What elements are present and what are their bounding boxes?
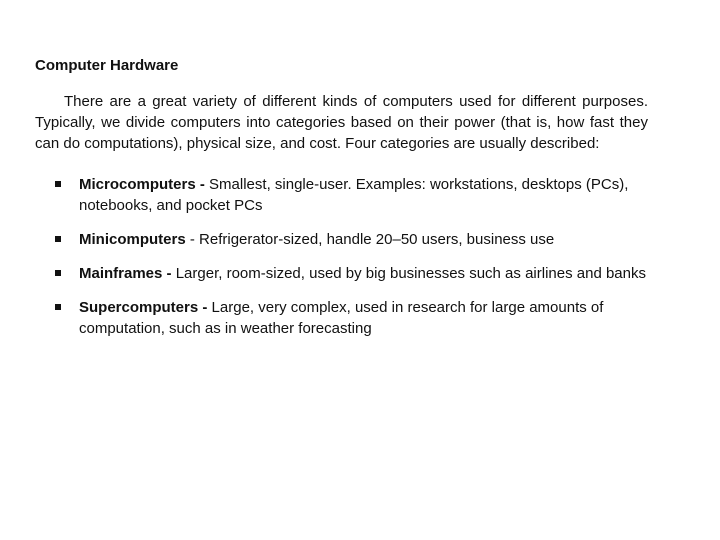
item-description: Smallest, single-user. Examples: workstations, desktops (PCs), notebooks, and pocket PCs (79, 176, 629, 214)
square-bullet-icon (55, 270, 61, 276)
item-separator: - (198, 299, 212, 316)
list-item-minicomputers (35, 229, 648, 250)
square-bullet-icon (55, 181, 61, 187)
list-item-mainframes (35, 263, 648, 284)
item-separator: - (162, 265, 176, 282)
item-term: Minicomputers (79, 231, 186, 248)
section-heading: Computer Hardware (35, 57, 179, 74)
item-description: Larger, room-sized, used by big businesses such as airlines and banks (175, 265, 646, 282)
square-bullet-icon (55, 236, 61, 242)
document-body (35, 56, 648, 352)
item-separator: - (195, 176, 210, 193)
item-term: Supercomputers (79, 299, 199, 316)
square-bullet-icon (55, 304, 61, 310)
list-item-microcomputers (35, 174, 648, 216)
item-description: Refrigerator-sized, handle 20–50 users, business use (199, 231, 555, 248)
item-separator: - (185, 231, 200, 248)
intro-paragraph: There are a great variety of different kinds of computers used for different purposes. Typically, we divide computers into categories based on their power (that is, how fast they can do computations), physical size, and cost. Four categories are usually described: (35, 93, 648, 152)
item-description: Large, very complex, used in research for large amounts of computation, such as in weather forecasting (79, 299, 604, 337)
category-list (35, 174, 648, 339)
item-term: Microcomputers (79, 176, 196, 193)
item-term: Mainframes (79, 265, 163, 282)
list-item-supercomputers (35, 297, 648, 339)
